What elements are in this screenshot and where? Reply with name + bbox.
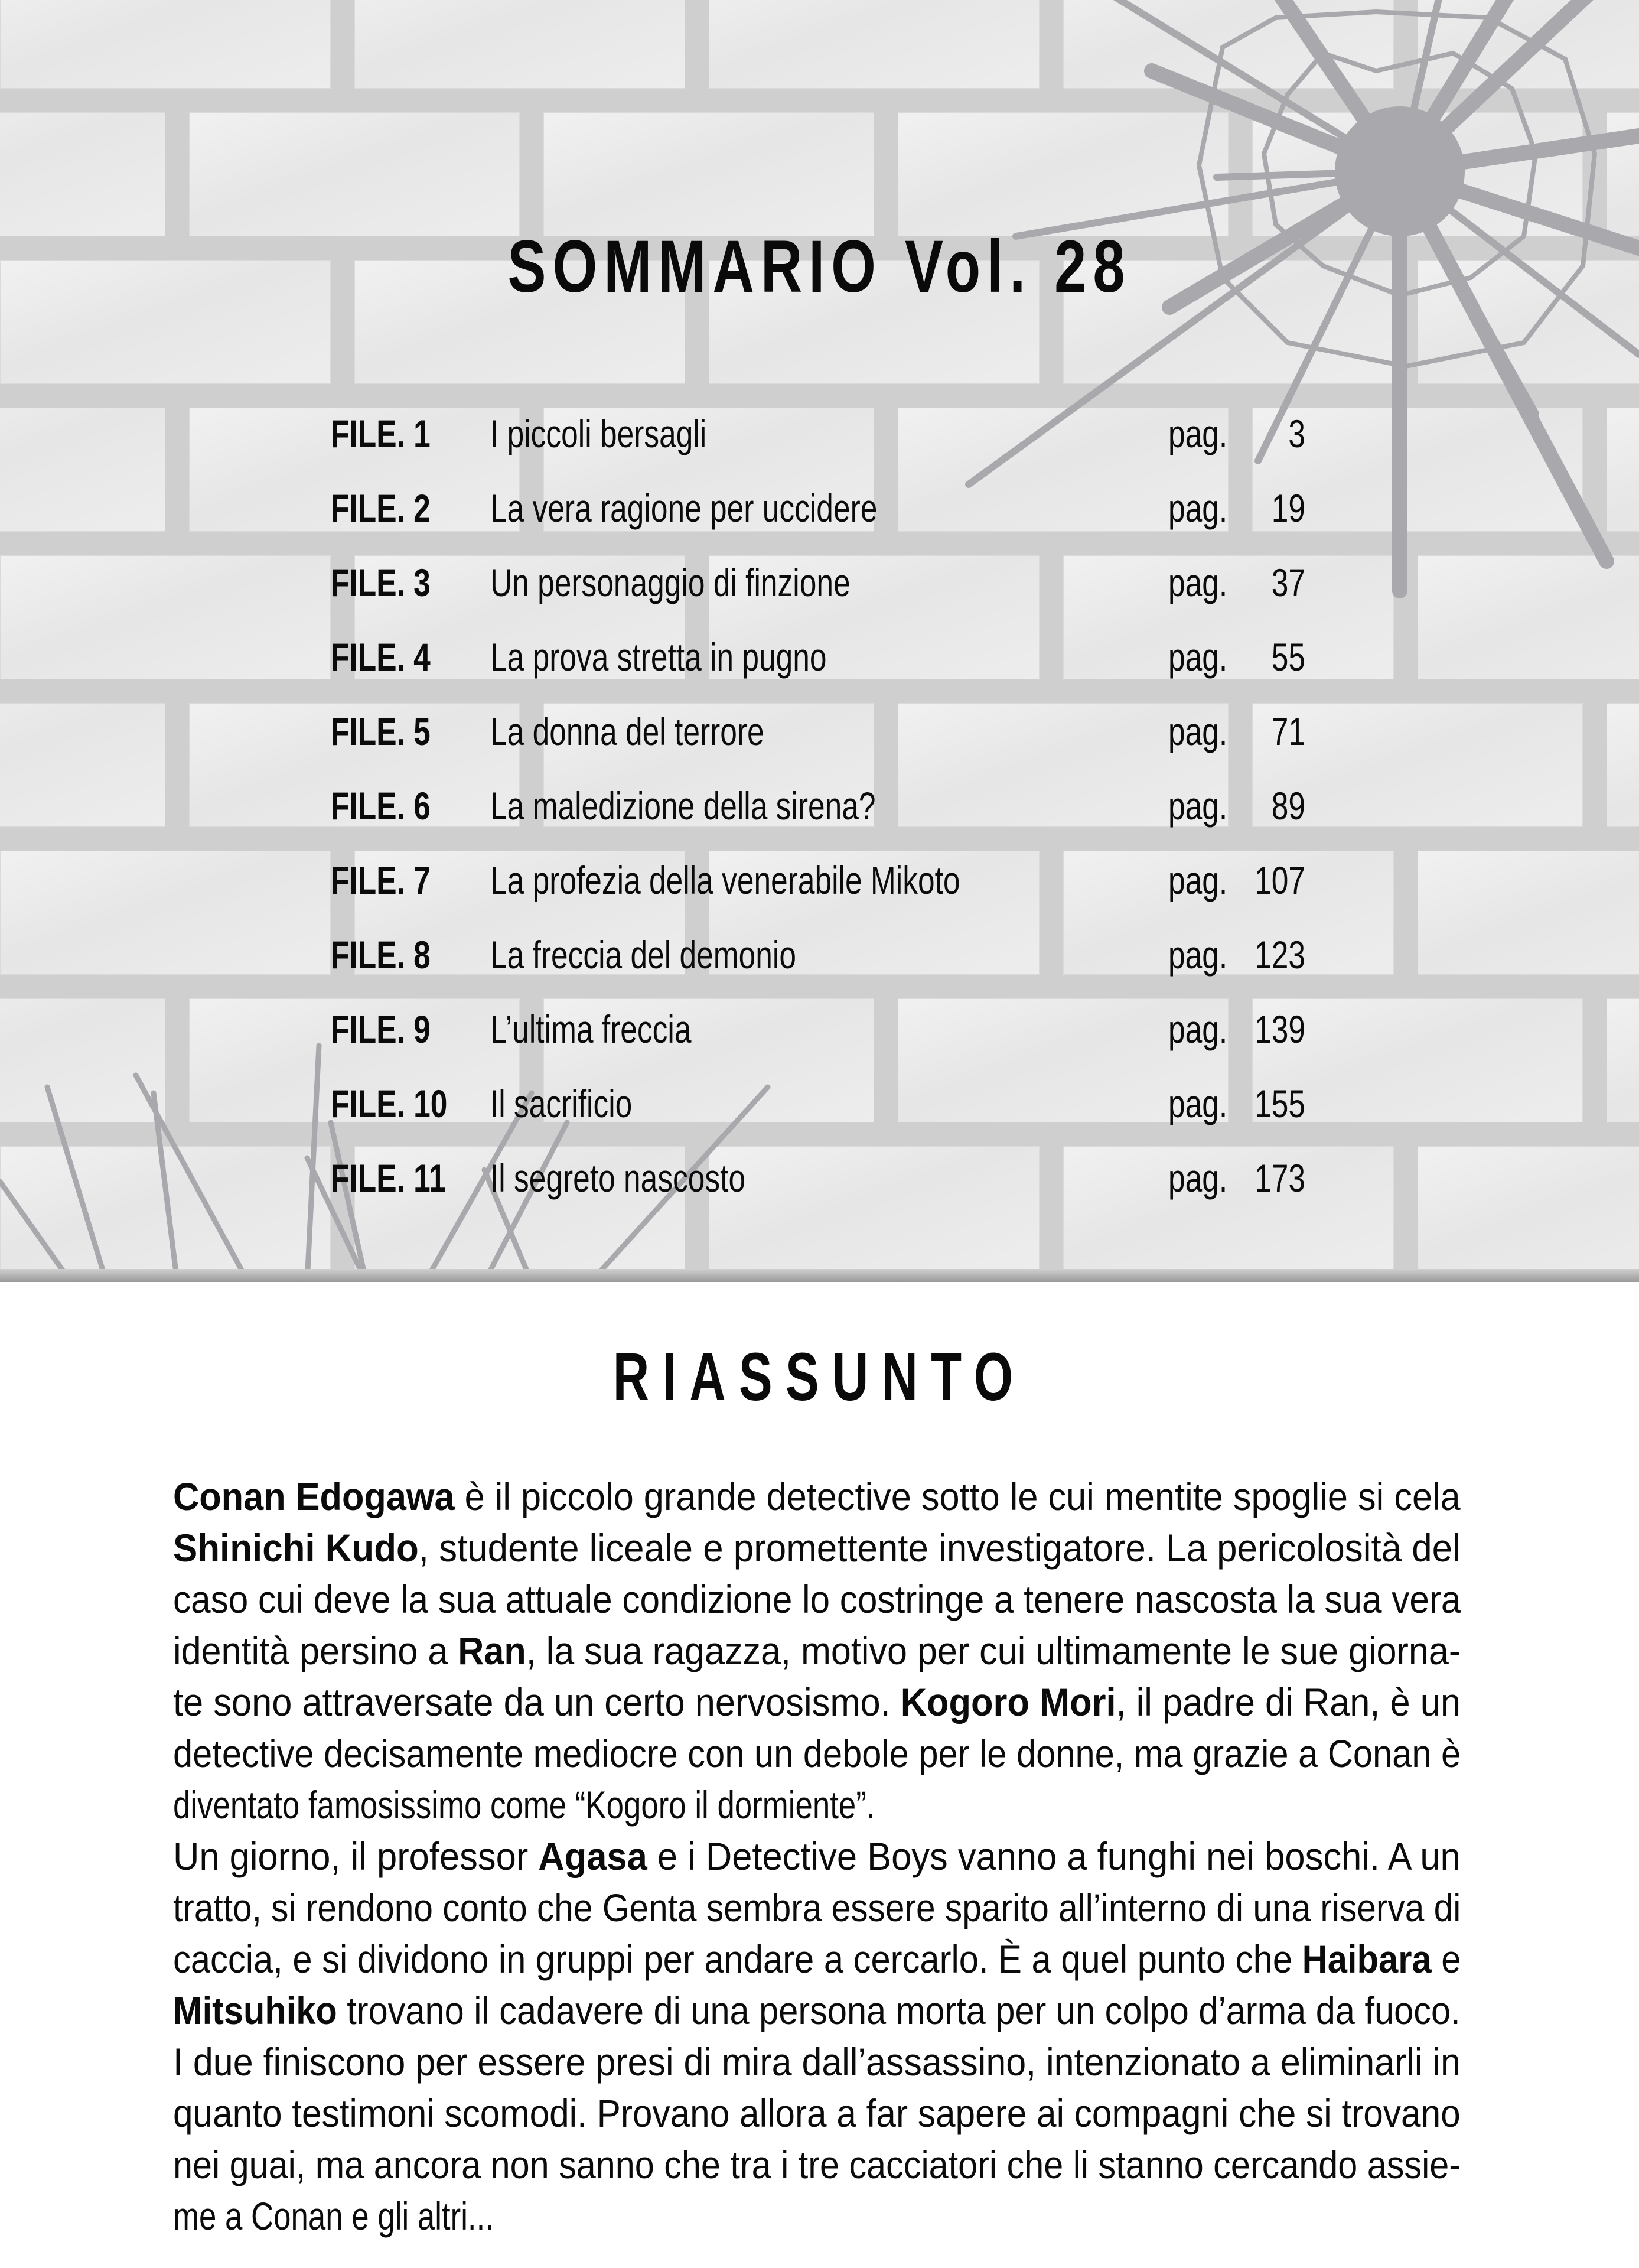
summary-line [173, 1522, 1461, 1574]
page-number: 55 [1271, 635, 1305, 679]
summary-line [173, 1471, 1461, 1522]
page-number: 71 [1271, 710, 1305, 753]
pag-label: pag. [1168, 412, 1228, 455]
page-number: 89 [1271, 784, 1305, 828]
file-number: FILE. 3 [331, 561, 431, 604]
file-number: FILE. 10 [331, 1082, 448, 1125]
toc-entry [331, 1146, 1305, 1221]
chapter-title: Il sacrificio [490, 1082, 633, 1125]
summary-line [173, 2139, 1461, 2191]
file-number: FILE. 7 [331, 858, 431, 902]
summary-line [173, 1574, 1461, 1625]
summary-text-segment: , la sua ragazza, motivo per cui ultimamente le sue giorna- [526, 1629, 1461, 1672]
summary-line [173, 1831, 1461, 1882]
toc-entry [331, 774, 1305, 848]
page-number: 19 [1271, 486, 1305, 530]
summary-text-segment: , il padre di Ran, è un [1116, 1680, 1461, 1724]
chapter-title: La prova stretta in pugno [490, 635, 827, 679]
summary-text-segment: te sono attraversate da un certo nervosismo. [173, 1680, 901, 1724]
file-number: FILE. 4 [331, 635, 431, 679]
toc-entry [331, 551, 1305, 625]
chapter-title: La vera ragione per uccidere [490, 486, 878, 530]
character-name: Agasa [538, 1834, 647, 1878]
summary-text-segment: I due finiscono per essere presi di mira dall’assassino, intenzionato a eliminarli in [173, 2040, 1461, 2084]
toc-entry [331, 848, 1305, 923]
summary-line [173, 1625, 1461, 1677]
summary-text-segment: Un giorno, il professor [173, 1834, 539, 1878]
character-name: Ran [458, 1629, 526, 1672]
chapter-title: La maledizione della sirena? [490, 784, 876, 828]
chapter-title: La donna del terrore [490, 710, 764, 753]
pag-label: pag. [1168, 1156, 1228, 1200]
pag-label: pag. [1168, 858, 1228, 902]
page-number: 37 [1271, 561, 1305, 604]
character-name: Shinichi Kudo [173, 1526, 419, 1570]
summary-line [173, 1677, 1461, 1728]
file-number: FILE. 9 [331, 1007, 431, 1051]
panel-divider [0, 1269, 1639, 1282]
table-of-contents [331, 402, 1305, 1221]
summary-line [173, 2088, 1461, 2139]
toc-entry [331, 402, 1305, 476]
toc-entry [331, 625, 1305, 699]
chapter-title: I piccoli bersagli [490, 412, 707, 455]
page-number: 107 [1254, 858, 1305, 902]
summary-text-segment: , studente liceale e promettente investigatore. La pericolosità del [418, 1526, 1461, 1570]
file-number: FILE. 5 [331, 710, 431, 753]
toc-title: SOMMARIO Vol. 28 [507, 226, 1132, 308]
chapter-title: Il segreto nascosto [490, 1156, 746, 1200]
chapter-title: La profezia della venerabile Mikoto [490, 858, 960, 902]
page-number: 139 [1254, 1007, 1305, 1051]
summary-text-segment: diventato famosissimo come “Kogoro il dormiente”. [173, 1783, 875, 1827]
summary-text [173, 1471, 1461, 2242]
summary-line [173, 1985, 1461, 2036]
summary-text-segment: identità persino a [173, 1629, 458, 1672]
page-number: 155 [1254, 1082, 1305, 1125]
file-number: FILE. 8 [331, 933, 431, 977]
summary-text-segment: e i Detective Boys vanno a funghi nei boschi. A un [647, 1834, 1461, 1878]
file-number: FILE. 6 [331, 784, 431, 828]
chapter-title: Un personaggio di finzione [490, 561, 851, 604]
pag-label: pag. [1168, 1082, 1228, 1125]
file-number: FILE. 1 [331, 412, 431, 455]
chapter-title: La freccia del demonio [490, 933, 796, 977]
summary-line [173, 1934, 1461, 1985]
toc-entry [331, 997, 1305, 1072]
file-number: FILE. 11 [331, 1156, 446, 1200]
chapter-title: L’ultima freccia [490, 1007, 692, 1051]
toc-entry [331, 699, 1305, 774]
summary-title: RIASSUNTO [612, 1339, 1027, 1415]
pag-label: pag. [1168, 710, 1228, 753]
page-number: 123 [1254, 933, 1305, 977]
summary-text-segment: detective decisamente mediocre con un debole per le donne, ma grazie a Conan è [173, 1732, 1461, 1775]
pag-label: pag. [1168, 561, 1228, 604]
page-number: 3 [1288, 412, 1305, 455]
pag-label: pag. [1168, 486, 1228, 530]
toc-entry [331, 1072, 1305, 1146]
character-name: Conan Edogawa [173, 1475, 455, 1518]
character-name: Mitsuhiko [173, 1989, 337, 2032]
summary-line [173, 2036, 1461, 2088]
summary-line [173, 1882, 1461, 1934]
toc-entry [331, 923, 1305, 997]
summary-text-segment: e [1431, 1937, 1461, 1981]
pag-label: pag. [1168, 635, 1228, 679]
summary-text-segment: nei guai, ma ancora non sanno che tra i tre cacciatori che li stanno cercando assie- [173, 2143, 1461, 2186]
summary-line [173, 1779, 1203, 1831]
summary-text-segment: trovano il cadavere di una persona morta per un colpo d’arma da fuoco. [337, 1989, 1461, 2032]
summary-text-segment: quanto testimoni scomodi. Provano allora a far sapere ai compagni che si trovano [173, 2091, 1461, 2135]
pag-label: pag. [1168, 933, 1228, 977]
character-name: Kogoro Mori [900, 1680, 1116, 1724]
summary-text-segment: me a Conan e gli altri... [173, 2194, 494, 2238]
summary-text-segment: tratto, si rendono conto che Genta sembra essere sparito all’interno di una riserva di [173, 1886, 1461, 1929]
pag-label: pag. [1168, 784, 1228, 828]
file-number: FILE. 2 [331, 486, 431, 530]
summary-line [173, 1728, 1461, 1779]
pag-label: pag. [1168, 1007, 1228, 1051]
summary-line [173, 2191, 1203, 2242]
summary-text-segment: caso cui deve la sua attuale condizione lo costringe a tenere nascosta la sua vera [173, 1577, 1461, 1621]
character-name: Haibara [1302, 1937, 1432, 1981]
page-number: 173 [1254, 1156, 1305, 1200]
summary-text-segment: è il piccolo grande detective sotto le cui mentite spoglie si cela [454, 1475, 1461, 1518]
toc-entry [331, 476, 1305, 551]
summary-text-segment: caccia, e si dividono in gruppi per andare a cercarlo. È a quel punto che [173, 1937, 1302, 1981]
